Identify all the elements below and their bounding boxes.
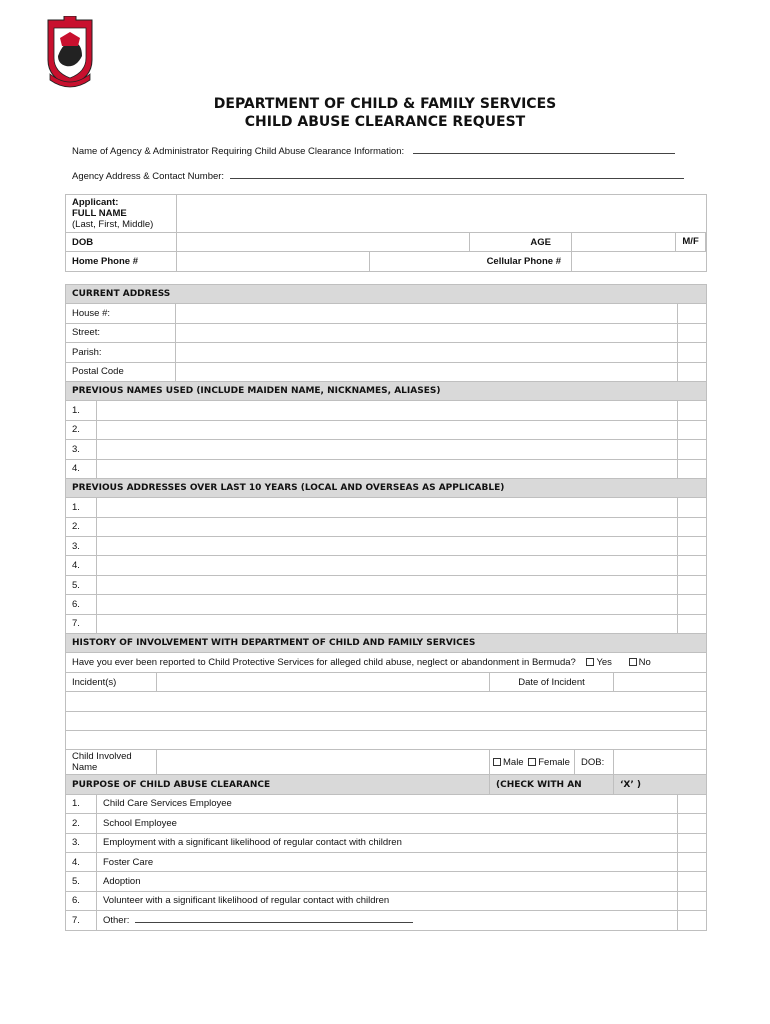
prev-addr-num-3: 3. — [66, 537, 97, 556]
title-line-2: CHILD ABUSE CLEARANCE REQUEST — [244, 114, 526, 130]
agency-name-label: Name of Agency & Administrator Requiring Child Abuse Clearance Information: — [72, 146, 405, 157]
prev-addr-field-1[interactable] — [97, 498, 678, 517]
no-checkbox[interactable] — [629, 658, 637, 666]
history-heading: HISTORY OF INVOLVEMENT WITH DEPARTMENT OF CHILD AND FAMILY SERVICES — [66, 634, 707, 653]
house-field[interactable] — [176, 304, 678, 323]
agency-address-label: Agency Address & Contact Number: — [72, 171, 225, 182]
prev-name-num-2: 2. — [66, 420, 97, 439]
male-label: Male — [503, 756, 524, 768]
prev-addr-num-4: 4. — [66, 556, 97, 575]
street-field[interactable] — [176, 323, 678, 342]
purpose-item-1: Child Care Services Employee — [97, 794, 678, 813]
purpose-item-5: Adoption — [97, 872, 678, 891]
prev-addr-num-5: 5. — [66, 575, 97, 594]
no-option[interactable] — [629, 657, 651, 668]
agency-name-line — [72, 145, 675, 157]
male-option[interactable] — [493, 757, 524, 768]
current-address-heading: CURRENT ADDRESS — [66, 285, 707, 304]
agency-address-field[interactable] — [230, 170, 684, 179]
prev-name-field-2[interactable] — [97, 420, 678, 439]
purpose-num-1: 1. — [66, 794, 97, 813]
purpose-item-3: Employment with a significant likelihood of regular contact with children — [97, 833, 678, 852]
agency-name-field[interactable] — [413, 145, 675, 154]
history-question-row — [66, 653, 707, 672]
age-field[interactable] — [572, 233, 676, 251]
child-name-label: Name — [72, 762, 98, 774]
purpose-check-2[interactable] — [678, 814, 707, 833]
main-form-table — [65, 284, 707, 931]
prev-name-num-4: 4. — [66, 459, 97, 478]
postal-code-label: Postal Code — [66, 362, 176, 381]
no-label: No — [638, 657, 651, 669]
dob-field[interactable] — [177, 233, 470, 252]
purpose-item-7: Other: — [103, 915, 130, 927]
purpose-num-4: 4. — [66, 852, 97, 871]
applicant-table — [65, 194, 707, 272]
check-note: (CHECK WITH AN — [490, 775, 614, 794]
gender-options — [490, 750, 575, 775]
cell-phone-label: Cellular Phone # — [370, 252, 572, 271]
prev-addr-num-2: 2. — [66, 517, 97, 536]
home-phone-label: Home Phone # — [66, 252, 177, 271]
female-option[interactable] — [528, 757, 570, 768]
purpose-num-7: 7. — [66, 911, 97, 930]
prev-name-field-4[interactable] — [97, 459, 678, 478]
incident-line-4[interactable] — [66, 730, 707, 749]
history-question: Have you ever been reported to Child Protective Services for alleged child abuse, neglect or abandonment in Bermuda? — [72, 657, 576, 669]
purpose-check-3[interactable] — [678, 833, 707, 852]
child-dob-field[interactable] — [614, 750, 707, 775]
check-x-note: ‘X’ ) — [614, 775, 707, 794]
applicant-label: Applicant: — [72, 197, 119, 208]
prev-addr-num-7: 7. — [66, 614, 97, 633]
purpose-check-4[interactable] — [678, 852, 707, 871]
purpose-check-6[interactable] — [678, 891, 707, 910]
male-checkbox[interactable] — [493, 758, 501, 766]
house-label: House #: — [66, 304, 176, 323]
age-label: AGE — [470, 233, 572, 252]
child-involved-label-cell — [66, 750, 157, 775]
dob-label: DOB — [66, 233, 177, 252]
child-name-field[interactable] — [157, 750, 490, 775]
applicant-label-cell — [66, 195, 177, 233]
prev-name-num-1: 1. — [66, 401, 97, 420]
purpose-num-2: 2. — [66, 814, 97, 833]
prev-name-num-3: 3. — [66, 440, 97, 459]
prev-addr-num-6: 6. — [66, 595, 97, 614]
parish-label: Parish: — [66, 343, 176, 362]
street-label: Street: — [66, 323, 176, 342]
purpose-item-4: Foster Care — [97, 852, 678, 871]
purpose-item-6: Volunteer with a significant likelihood of regular contact with children — [97, 891, 678, 910]
agency-address-line — [72, 170, 684, 182]
child-involved-label: Child Involved — [72, 751, 132, 763]
prev-addr-field-4[interactable] — [97, 556, 678, 575]
incidents-label: Incident(s) — [66, 672, 157, 691]
purpose-num-6: 6. — [66, 891, 97, 910]
previous-names-heading: PREVIOUS NAMES USED (INCLUDE MAIDEN NAME, NICKNAMES, ALIASES) — [66, 381, 707, 400]
postal-code-field[interactable] — [176, 362, 678, 381]
purpose-heading: PURPOSE OF CHILD ABUSE CLEARANCE — [66, 775, 490, 794]
prev-name-field-3[interactable] — [97, 440, 678, 459]
full-name-label: FULL NAME — [72, 208, 127, 219]
full-name-field[interactable] — [177, 195, 707, 233]
incident-line-2[interactable] — [66, 692, 707, 711]
date-of-incident-label: Date of Incident — [490, 672, 614, 691]
female-label: Female — [538, 756, 570, 768]
cell-phone-field[interactable] — [572, 252, 707, 271]
incidents-field[interactable] — [157, 672, 490, 691]
title-line-1: DEPARTMENT OF CHILD & FAMILY SERVICES — [213, 96, 557, 112]
yes-option[interactable] — [586, 657, 612, 668]
purpose-check-5[interactable] — [678, 872, 707, 891]
mf-label: M/F — [676, 233, 706, 251]
bermuda-crest-logo — [44, 16, 96, 90]
form-title — [0, 95, 770, 131]
prev-addr-field-7[interactable] — [97, 614, 678, 633]
yes-checkbox[interactable] — [586, 658, 594, 666]
previous-addresses-heading: PREVIOUS ADDRESSES OVER LAST 10 YEARS (LOCAL AND OVERSEAS AS APPLICABLE) — [66, 478, 707, 497]
other-purpose-field[interactable] — [135, 914, 413, 923]
child-dob-label: DOB: — [575, 750, 614, 775]
purpose-check-7[interactable] — [678, 911, 707, 930]
name-order-label: (Last, First, Middle) — [72, 219, 154, 230]
prev-addr-field-2[interactable] — [97, 517, 678, 536]
date-of-incident-field[interactable] — [614, 672, 707, 691]
home-phone-field[interactable] — [177, 252, 370, 271]
prev-addr-field-5[interactable] — [97, 575, 678, 594]
purpose-item-2: School Employee — [97, 814, 678, 833]
purpose-num-5: 5. — [66, 872, 97, 891]
female-checkbox[interactable] — [528, 758, 536, 766]
prev-addr-field-3[interactable] — [97, 537, 678, 556]
purpose-num-3: 3. — [66, 833, 97, 852]
prev-addr-num-1: 1. — [66, 498, 97, 517]
parish-field[interactable] — [176, 343, 678, 362]
prev-name-field-1[interactable] — [97, 401, 678, 420]
purpose-item-7-cell — [97, 911, 678, 930]
yes-label: Yes — [596, 657, 612, 669]
incident-line-3[interactable] — [66, 711, 707, 730]
purpose-check-1[interactable] — [678, 794, 707, 813]
prev-addr-field-6[interactable] — [97, 595, 678, 614]
